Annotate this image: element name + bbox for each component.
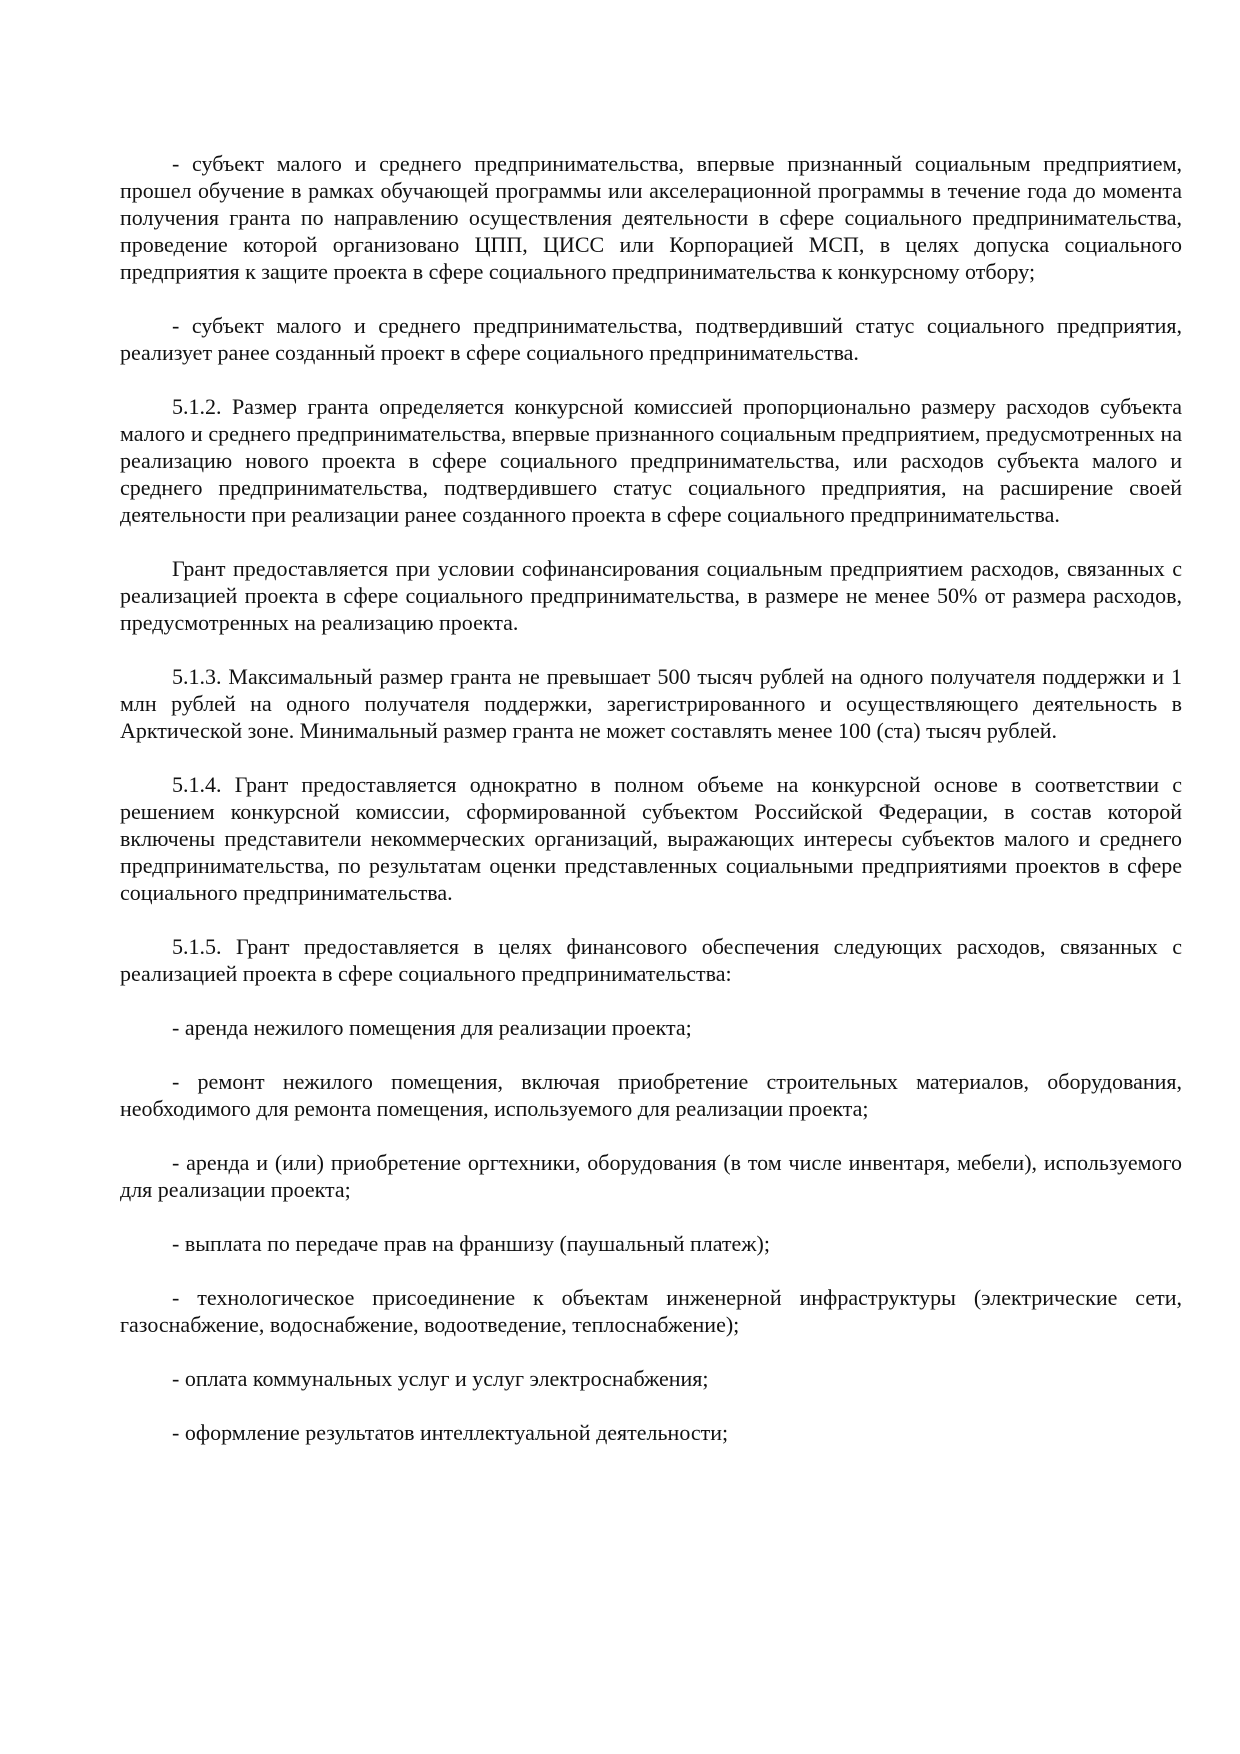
paragraph-5-1-3: 5.1.3. Максимальный размер гранта не превышает 500 тысяч рублей на одного получателя поддержки и 1 млн рублей на одного получателя поддержки, зарегистрированного и осуществляющего деятельность в Арктической зоне. Минимальный размер гранта не может составлять менее 100 (ста) тысяч рублей. — [120, 664, 1182, 743]
paragraph-5-1-5: 5.1.5. Грант предоставляется в целях финансового обеспечения следующих расходов, связанных с реализацией проекта в сфере социального предпринимательства: — [120, 934, 1182, 986]
list-item-repair-premises: - ремонт нежилого помещения, включая приобретение строительных материалов, оборудования, необходимого для ремонта помещения, используемого для реализации проекта; — [120, 1069, 1182, 1121]
paragraph-5-1-2: 5.1.2. Размер гранта определяется конкурсной комиссией пропорционально размеру расходов субъекта малого и среднего предпринимательства, впервые признанного социальным предприятием, предусмотренных на реализацию нового проекта в сфере социального предпринимательства, или расходов субъекта малого и среднего предпринимательства, подтвердившего статус социального предприятия, на расширение своей деятельности при реализации ранее созданного проекта в сфере социального предпринимательства. — [120, 394, 1182, 527]
list-item-office-equipment: - аренда и (или) приобретение оргтехники, оборудования (в том числе инвентаря, мебели), используемого для реализации проекта; — [120, 1150, 1182, 1202]
paragraph-confirmed-status: - субъект малого и среднего предпринимательства, подтвердивший статус социального предприятия, реализует ранее созданный проект в сфере социального предпринимательства. — [120, 313, 1182, 365]
list-item-franchise-payment: - выплата по передаче прав на франшизу (паушальный платеж); — [172, 1231, 770, 1256]
list-item-intellectual-property: - оформление результатов интеллектуальной деятельности; — [172, 1420, 729, 1445]
list-item-rent-premises: - аренда нежилого помещения для реализации проекта; — [172, 1015, 692, 1040]
paragraph-5-1-4: 5.1.4. Грант предоставляется однократно в полном объеме на конкурсной основе в соответствии с решением конкурсной комиссии, сформированной субъектом Российской Федерации, в состав которой включены представители некоммерческих организаций, выражающих интересы субъектов малого и среднего предпринимательства, по результатам оценки представленных социальными предприятиями проектов в сфере социального предпринимательства. — [120, 772, 1182, 905]
paragraph-cofinancing: Грант предоставляется при условии софинансирования социальным предприятием расходов, связанных с реализацией проекта в сфере социального предпринимательства, в размере не менее 50% от размера расходов, предусмотренных на реализацию проекта. — [120, 556, 1182, 635]
document-page — [120, 150, 1182, 1473]
list-item-utilities: - оплата коммунальных услуг и услуг электроснабжения; — [172, 1366, 709, 1391]
list-item-infrastructure-connection: - технологическое присоединение к объектам инженерной инфраструктуры (электрические сети, газоснабжение, водоснабжение, водоотведение, теплоснабжение); — [120, 1285, 1182, 1337]
paragraph-first-time-social-enterprise: - субъект малого и среднего предпринимательства, впервые признанный социальным предприятием, прошел обучение в рамках обучающей программы или акселерационной программы в течение года до момента получения гранта по направлению осуществления деятельности в сфере социального предпринимательства, проведение которой организовано ЦПП, ЦИСС или Корпорацией МСП, в целях допуска социального предприятия к защите проекта в сфере социального предпринимательства к конкурсному отбору; — [120, 151, 1182, 284]
